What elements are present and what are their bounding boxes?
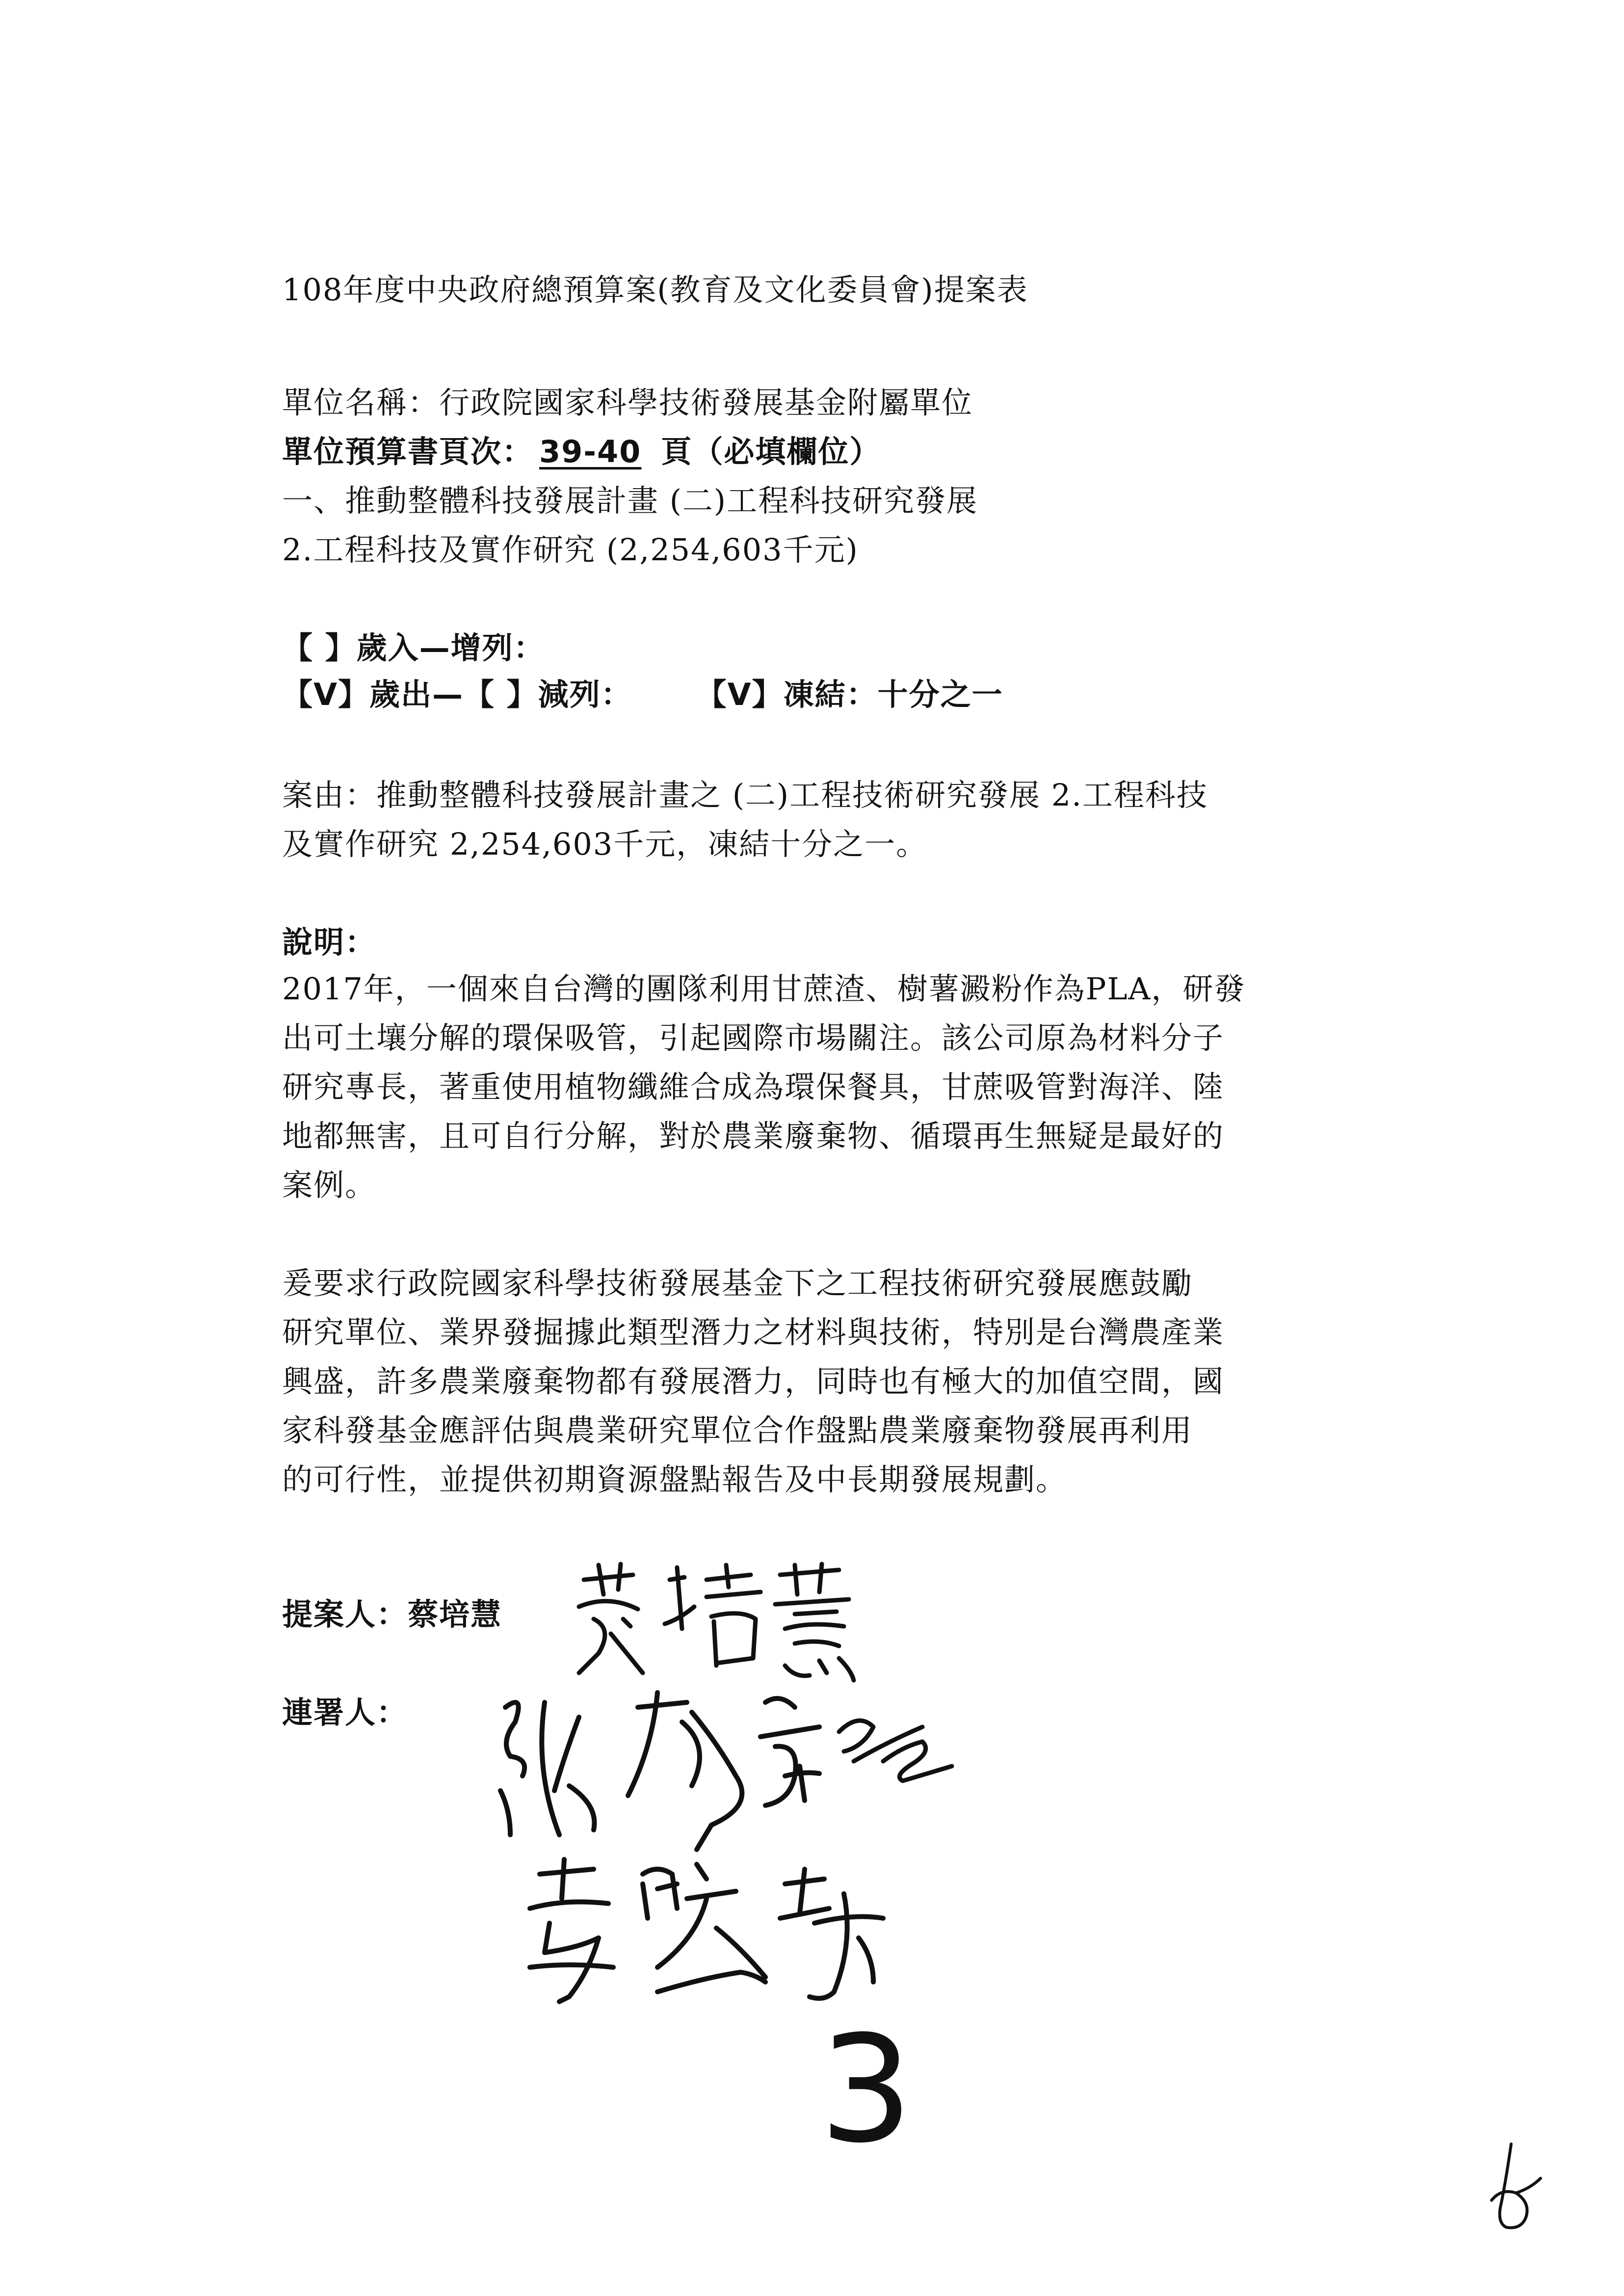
program-line-2: 2.工程科技及實作研究 (2,254,603千元) (282, 532, 859, 568)
initial-mark-icon (1477, 2139, 1545, 2237)
unit-name: 單位名稱：行政院國家科學技術發展基金附屬單位 (282, 385, 973, 420)
proposer-line: 提案人：蔡培慧 (282, 1596, 502, 1632)
freeze-checkbox: 【V】 (696, 677, 784, 712)
freeze-label: 凍結：十分之一 (783, 677, 1003, 712)
budget-page-line (282, 434, 881, 470)
document-title: 108年度中央政府總預算案(教育及文化委員會)提案表 (282, 272, 1028, 308)
cosigner-label: 連署人： (282, 1695, 408, 1730)
expenditure-reduce-label: 歲出—【 】減列： (369, 677, 632, 712)
budget-page-label: 單位預算書頁次： (282, 434, 534, 470)
revenue-option: 【 】歲入—增列： (282, 630, 545, 666)
budget-page-value: 39-40 (539, 434, 642, 470)
explanation-para1-line: 案例。 (282, 1167, 377, 1203)
cause-line-2: 及實作研究 2,254,603千元，凍結十分之一。 (282, 826, 928, 862)
program-line-1: 一、推動整體科技發展計畫 (二)工程科技研究發展 (282, 483, 978, 519)
explanation-para2-line: 爰要求行政院國家科學技術發展基金下之工程技術研究發展應鼓勵 (282, 1265, 1193, 1301)
page-mark: 3 (819, 2004, 913, 2175)
explanation-para1-line: 出可土壤分解的環保吸管，引起國際市場關注。該公司原為材料分子 (282, 1020, 1225, 1056)
cosigner-signature-2 (510, 1854, 903, 2011)
explanation-para2-line: 的可行性，並提供初期資源盤點報告及中長期發展規劃。 (282, 1461, 1068, 1497)
explanation-para1-line: 地都無害，且可自行分解，對於農業廢棄物、循環再生無疑是最好的 (282, 1118, 1225, 1154)
explanation-para1-line: 研究專長，著重使用植物纖維合成為環保餐具，甘蔗吸管對海洋、陸 (282, 1069, 1225, 1105)
cause-line-1: 案由：推動整體科技發展計畫之 (二)工程技術研究發展 2.工程科技 (282, 777, 1208, 813)
explanation-para2-line: 研究單位、業界發掘據此類型潛力之材料與技術，特別是台灣農產業 (282, 1314, 1225, 1350)
explanation-para2-line: 興盛，許多農業廢棄物都有發展潛力，同時也有極大的加值空間，國 (282, 1363, 1225, 1399)
cosigner-signature-1 (481, 1673, 971, 1879)
expenditure-checkbox: 【V】 (282, 677, 369, 712)
budget-page-suffix: 頁（必填欄位） (661, 434, 881, 470)
explanation-para2-line: 家科發基金應評估與農業研究單位合作盤點農業廢棄物發展再利用 (282, 1412, 1193, 1448)
expenditure-option-line (282, 679, 1003, 710)
explanation-para1-line: 2017年，一個來自台灣的團隊利用甘蔗渣、樹薯澱粉作為PLA，研發 (282, 971, 1246, 1007)
proposer-signature (564, 1560, 868, 1688)
explanation-heading: 說明： (282, 924, 377, 960)
